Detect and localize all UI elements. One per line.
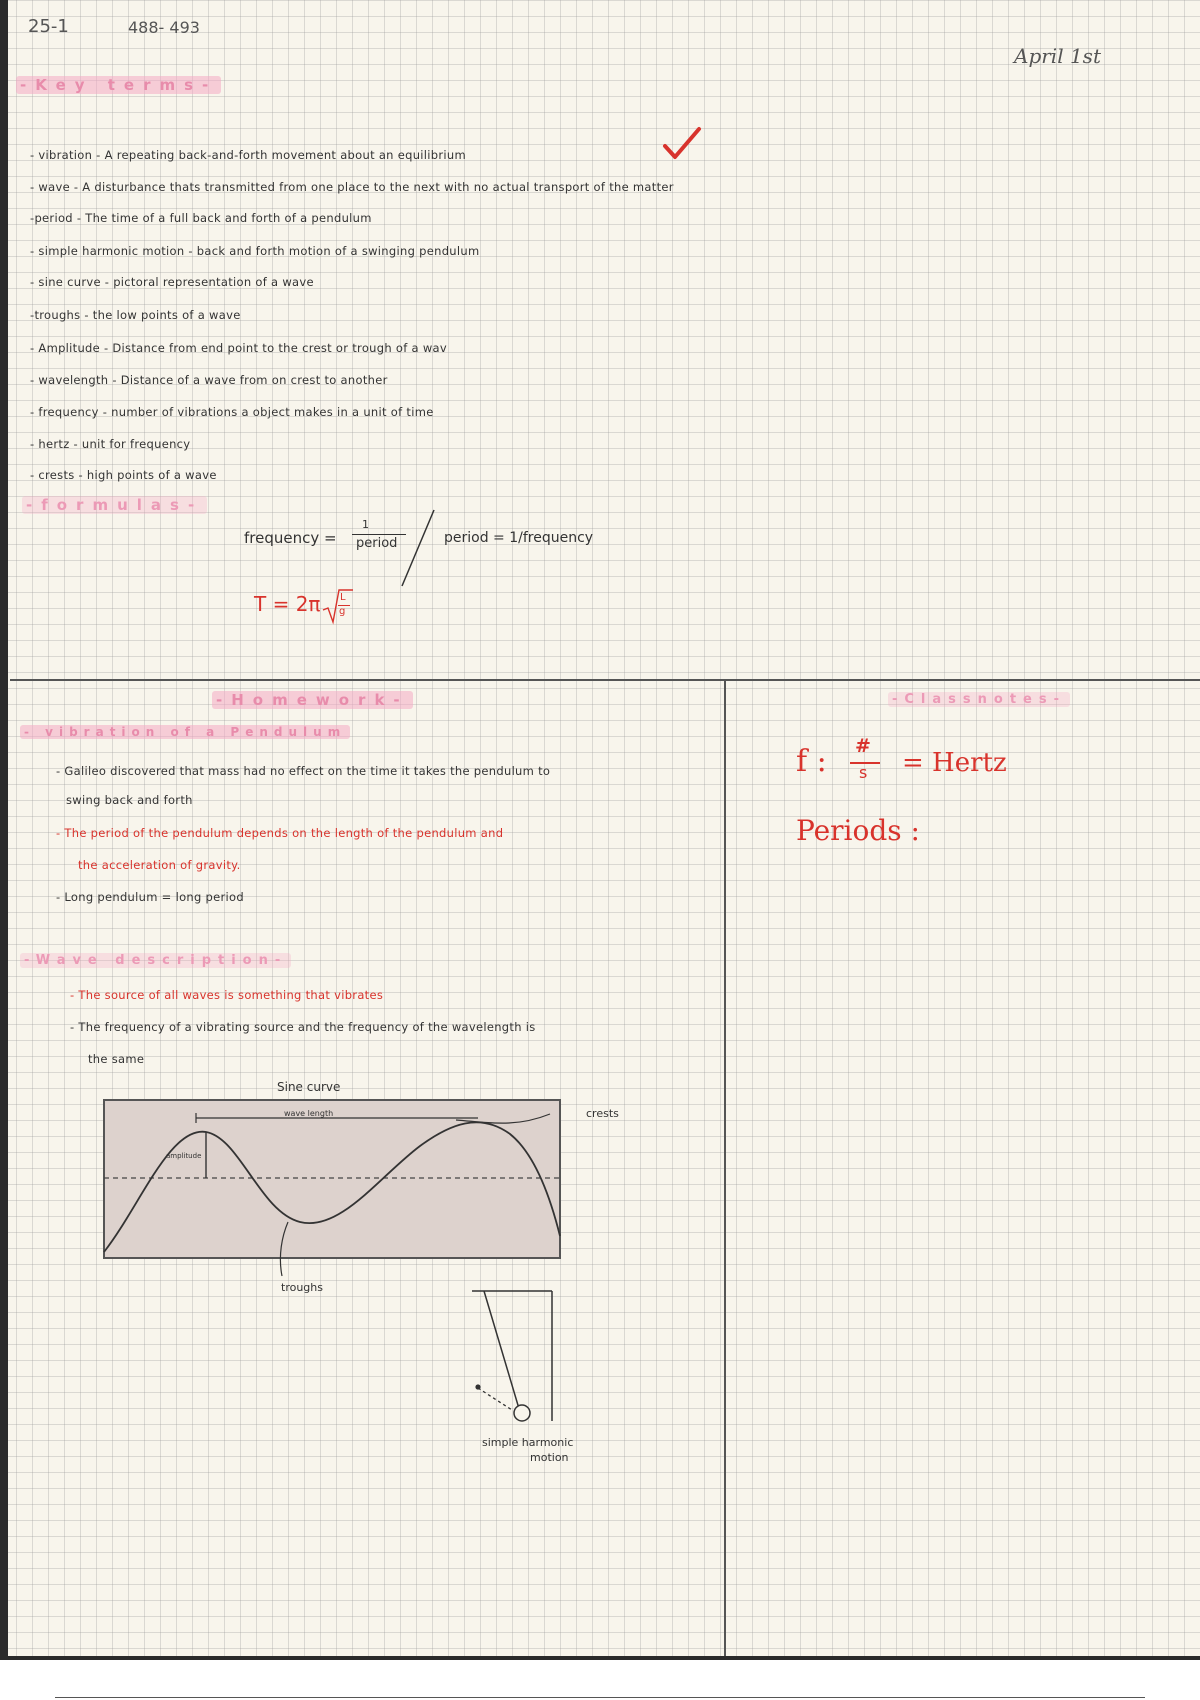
wavelength-label: wave length [284, 1109, 334, 1118]
troughs-label: troughs [281, 1281, 323, 1294]
footer-rule [55, 1697, 1145, 1698]
page-bottom-edge [0, 1656, 1200, 1660]
crests-label: crests [586, 1107, 619, 1120]
section-divider-horizontal [10, 679, 1200, 681]
pendulum-label-line1: simple harmonic [482, 1436, 574, 1449]
periods-label: Periods : [796, 814, 920, 847]
wave-description-heading: -Wave description- [20, 953, 291, 968]
term-wavelength: - wavelength - Distance of a wave from on crest to another [30, 373, 388, 387]
term-wave: - wave - A disturbance thats transmitted from one place to the next with no actual transport of the matter [30, 180, 674, 194]
term-hertz: - hertz - unit for frequency [30, 437, 191, 451]
term-amplitude: - Amplitude - Distance from end point to the crest or trough of a wav [30, 341, 447, 355]
amplitude-label: amplitude [166, 1152, 202, 1160]
pendulum-formula-bottom: g [339, 606, 346, 617]
square-root-icon [322, 588, 354, 624]
pendulum-period-formula: T = 2π [254, 592, 321, 616]
homework-bullet-period-length: - The period of the pendulum depends on the length of the pendulum and [56, 826, 504, 840]
frequency-formula-numerator: 1 [362, 518, 369, 531]
page-range: 488- 493 [128, 18, 200, 37]
hertz-formula-result: = Hertz [902, 748, 1007, 778]
formula-separator-slash [398, 508, 438, 588]
pendulum-formula-top: L [340, 592, 346, 603]
hertz-formula-denominator: s [859, 763, 868, 782]
formulas-heading: -formulas- [22, 496, 207, 514]
section-divider-vertical [724, 680, 726, 1660]
frequency-formula-label: frequency = [244, 529, 337, 547]
homework-bullet-long-pendulum: - Long pendulum = long period [56, 890, 244, 904]
vibration-of-pendulum-heading: - vibration of a Pendulum [20, 725, 350, 739]
hertz-formula-f: f : [796, 744, 827, 779]
hertz-formula-numerator: # [855, 735, 871, 757]
pendulum-label-line2: motion [530, 1451, 569, 1464]
term-vibration: - vibration - A repeating back-and-forth movement about an equilibrium [30, 148, 466, 162]
note-date: April 1st [1014, 44, 1101, 68]
homework-heading: -Homework- [212, 691, 413, 709]
homework-bullet-period-length-cont: the acceleration of gravity. [78, 858, 241, 872]
term-troughs: -troughs - the low points of a wave [30, 308, 241, 322]
checkmark-icon [662, 126, 702, 162]
page-left-edge [0, 0, 8, 1660]
key-terms-heading: -Key terms- [16, 76, 221, 94]
term-sine-curve: - sine curve - pictoral representation of a wave [30, 275, 314, 289]
pendulum-diagram [460, 1284, 580, 1434]
term-crests: - crests - high points of a wave [30, 468, 217, 482]
classnotes-heading: -Classnotes- [888, 692, 1070, 707]
homework-bullet-galileo-cont: swing back and forth [66, 793, 193, 807]
sine-curve-diagram [100, 1096, 640, 1316]
homework-bullet-galileo: - Galileo discovered that mass had no effect on the time it takes the pendulum to [56, 764, 551, 778]
wave-bullet-frequency-cont: the same [88, 1052, 145, 1066]
period-formula: period = 1/frequency [444, 530, 594, 546]
term-simple-harmonic-motion: - simple harmonic motion - back and forth motion of a swinging pendulum [30, 244, 480, 258]
wave-bullet-frequency: - The frequency of a vibrating source and the frequency of the wavelength is [70, 1020, 536, 1034]
wave-bullet-source: - The source of all waves is something that vibrates [70, 988, 384, 1002]
sine-curve-title: Sine curve [277, 1080, 341, 1094]
frequency-formula-denominator: period [356, 536, 398, 551]
chapter-number: 25-1 [28, 16, 69, 37]
term-period: -period - The time of a full back and forth of a pendulum [30, 211, 372, 225]
term-frequency: - frequency - number of vibrations a object makes in a unit of time [30, 405, 434, 419]
